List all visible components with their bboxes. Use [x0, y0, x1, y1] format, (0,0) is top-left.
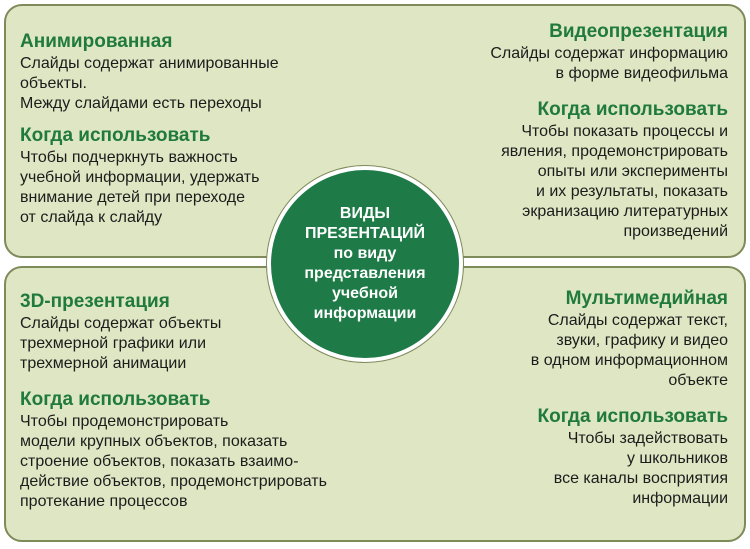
video-when-label: Когда использовать: [537, 99, 728, 120]
multimedia-when-text: Чтобы задействовать у школьников все каналы восприятия информации: [553, 430, 728, 507]
three-d-when-label: Когда использовать: [20, 389, 211, 410]
three-d-title: 3D-презентация: [20, 291, 170, 312]
animated-when-label: Когда использовать: [20, 125, 211, 146]
video-description: Слайды содержат информацию в форме видеофильма: [490, 45, 728, 82]
multimedia-description: Слайды содержат текст, звуки, графику и видео в одном информационном объекте: [530, 312, 728, 389]
animated-section: [20, 30, 320, 228]
three-d-description: Слайды содержат объекты трехмерной графики или трехмерной анимации: [20, 315, 222, 372]
multimedia-section: [428, 287, 728, 509]
three-d-when-text: Чтобы продемонстрировать модели крупных объектов, показать строение объектов, показать взаимо- действие объектов, продемонстрировать протекание процессов: [20, 413, 327, 510]
center-title: ВИДЫ ПРЕЗЕНТАЦИЙ по виду представления учебной информации: [304, 205, 426, 322]
animated-description: Слайды содержат анимированные объекты. Между слайдами есть переходы: [20, 55, 279, 112]
animated-when-text: Чтобы подчеркнуть важность учебной информации, удержать внимание детей при переходе от слайда к слайду: [20, 149, 260, 226]
video-section: [408, 20, 728, 242]
multimedia-title: Мультимедийная: [565, 288, 728, 309]
multimedia-when-label: Когда использовать: [537, 406, 728, 427]
center-circle: [267, 166, 463, 362]
animated-title: Анимированная: [20, 31, 173, 52]
video-when-text: Чтобы показать процессы и явления, продемонстрировать опыты или эксперименты и их результаты, показать экранизацию литературных произведений: [501, 123, 728, 240]
video-title: Видеопрезентация: [549, 21, 728, 42]
